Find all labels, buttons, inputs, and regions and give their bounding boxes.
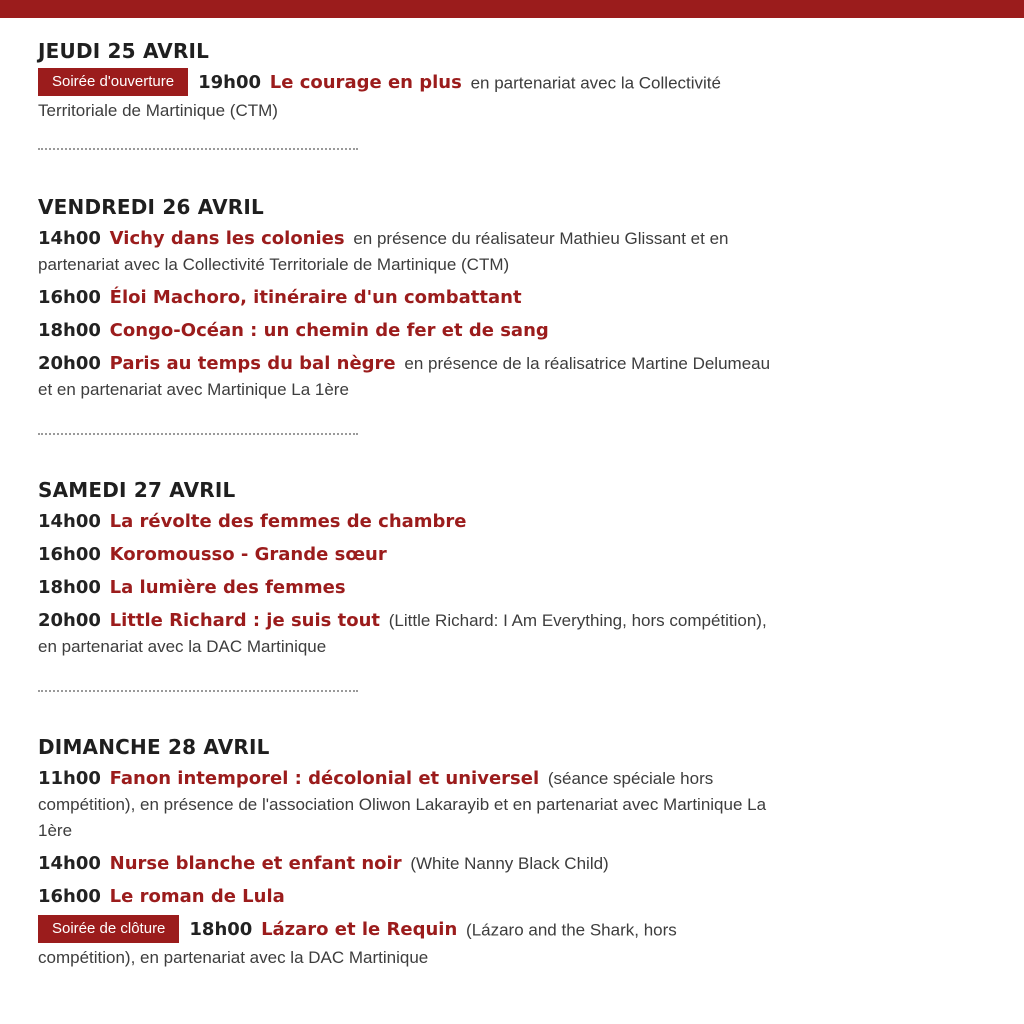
day-dimanche — [38, 734, 778, 971]
top-accent-bar — [0, 0, 1024, 18]
screening-entry — [38, 608, 778, 660]
day-title: DIMANCHE 28 AVRIL — [38, 735, 270, 759]
screening-entry — [38, 509, 778, 535]
screening-entry — [38, 70, 778, 124]
film-title[interactable]: Paris au temps du bal nègre — [109, 353, 396, 374]
screening-entry — [38, 351, 778, 403]
dotted-divider — [38, 148, 358, 150]
film-title[interactable]: Congo-Océan : un chemin de fer et de sang — [109, 320, 549, 341]
film-title[interactable]: La révolte des femmes de chambre — [109, 511, 467, 532]
screening-time: 18h00 — [38, 320, 101, 341]
film-title[interactable]: Le courage en plus — [269, 72, 462, 94]
screening-entry — [38, 226, 778, 278]
screening-entry — [38, 285, 778, 311]
film-title[interactable]: Le roman de Lula — [109, 886, 285, 907]
screening-entry — [38, 766, 778, 844]
screening-note: en partenariat avec la Collectivité Territoriale de Martinique (CTM) — [38, 73, 721, 120]
screening-note: (Little Richard: I Am Everything, hors compétition), en partenariat avec la DAC Martinique — [38, 611, 767, 656]
day-vendredi — [38, 194, 778, 403]
film-title[interactable]: Little Richard : je suis tout — [109, 610, 381, 631]
film-title[interactable]: Koromousso - Grande sœur — [109, 544, 387, 565]
film-title[interactable]: Éloi Machoro, itinéraire d'un combattant — [109, 287, 522, 308]
film-title[interactable]: Lázaro et le Requin — [261, 919, 458, 941]
screening-time: 16h00 — [38, 287, 101, 308]
screening-time: 20h00 — [38, 610, 101, 631]
festival-program — [38, 38, 778, 978]
day-samedi — [38, 477, 778, 660]
day-title: SAMEDI 27 AVRIL — [38, 478, 236, 502]
screening-time: 14h00 — [38, 853, 101, 874]
day-title: JEUDI 25 AVRIL — [38, 39, 210, 63]
screening-note: (White Nanny Black Child) — [410, 854, 609, 873]
screening-note: (séance spéciale hors compétition), en présence de l'association Oliwon Lakarayib et en partenariat avec Martinique La 1ère — [38, 769, 767, 840]
screening-note: (Lázaro and the Shark, hors compétition), en partenariat avec la DAC Martinique — [38, 920, 677, 967]
screening-time: 14h00 — [38, 511, 101, 532]
day-jeudi — [38, 38, 778, 124]
film-title[interactable]: La lumière des femmes — [109, 577, 346, 598]
screening-time: 18h00 — [189, 919, 253, 941]
screening-time: 18h00 — [38, 577, 101, 598]
screening-time: 14h00 — [38, 228, 101, 249]
day-title: VENDREDI 26 AVRIL — [38, 195, 264, 219]
screening-entry — [38, 917, 778, 971]
opening-night-badge: Soirée d'ouverture — [38, 68, 188, 96]
screening-entry — [38, 851, 778, 877]
dotted-divider — [38, 690, 358, 692]
screening-entry — [38, 318, 778, 344]
film-title[interactable]: Fanon intemporel : décolonial et universel — [109, 768, 540, 789]
closing-night-badge: Soirée de clôture — [38, 915, 179, 943]
screening-note: en présence de la réalisatrice Martine Delumeau et en partenariat avec Martinique La 1ère — [38, 354, 771, 399]
film-title[interactable]: Nurse blanche et enfant noir — [109, 853, 402, 874]
dotted-divider — [38, 433, 358, 435]
screening-entry — [38, 884, 778, 910]
screening-time: 16h00 — [38, 544, 101, 565]
screening-note: en présence du réalisateur Mathieu Glissant et en partenariat avec la Collectivité Territoriale de Martinique (CTM) — [38, 229, 729, 274]
screening-time: 20h00 — [38, 353, 101, 374]
screening-entry — [38, 575, 778, 601]
screening-entry — [38, 542, 778, 568]
screening-time: 16h00 — [38, 886, 101, 907]
screening-time: 19h00 — [198, 72, 262, 94]
film-title[interactable]: Vichy dans les colonies — [109, 228, 345, 249]
screening-time: 11h00 — [38, 768, 101, 789]
